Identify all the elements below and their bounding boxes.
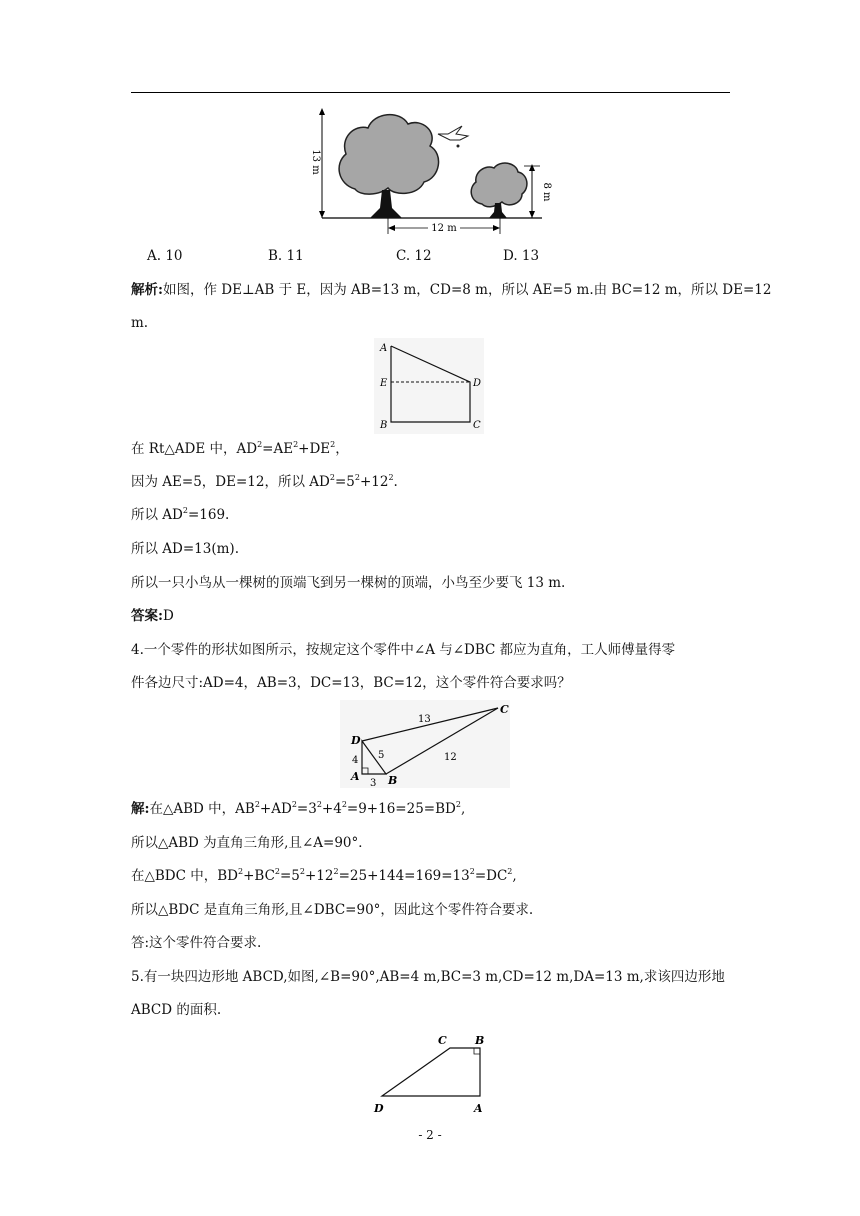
label-C: C xyxy=(438,1034,447,1047)
analysis-label: 解析: xyxy=(131,282,163,298)
label-B: B xyxy=(388,774,398,787)
label-A: A xyxy=(474,1102,483,1115)
label-C: C xyxy=(473,420,481,431)
question-4-line-2: 件各边尺寸:AD=4，AB=3，DC=13，BC=12，这个零件符合要求吗？ xyxy=(131,675,571,691)
side-ad: 4 xyxy=(352,755,359,766)
trees-figure xyxy=(310,104,550,236)
big-tree-icon xyxy=(339,115,438,194)
page-number: - 2 - xyxy=(418,1128,442,1142)
calc-line-4: 所以 AD=13(m). xyxy=(131,541,239,557)
question-4-line-1: 4.一个零件的形状如图所示，按规定这个零件中∠A 与∠DBC 都应为直角，工人师傅量得零 xyxy=(131,642,676,658)
side-dc: 13 xyxy=(418,714,431,725)
right-height-label: 8 m xyxy=(541,182,552,202)
calc-line-5: 所以一只小鸟从一棵树的顶端飞到另一棵树的顶端，小鸟至少要飞 13 m. xyxy=(131,575,566,591)
option-b: B. 11 xyxy=(268,248,304,264)
part-figure xyxy=(340,700,510,788)
side-bc: 12 xyxy=(444,752,457,763)
analysis-line-1: 解析:如图，作 DE⊥AB 于 E，因为 AB=13 m，CD=8 m，所以 AE=5 m.由 BC=12 m，所以 DE=12 xyxy=(131,282,772,298)
solution-line-1: 解:在△ABD 中，$AB^2+AD^2=3^2+4^2=9+16=25=BD^2$, xyxy=(131,800,466,817)
trapezoid-figure xyxy=(374,338,484,434)
label-D: D xyxy=(473,378,482,389)
header-rule xyxy=(131,92,730,93)
analysis-line-2: m. xyxy=(131,315,149,331)
question-5-line-2: ABCD 的面积. xyxy=(131,1002,222,1018)
label-A: A xyxy=(380,343,388,354)
solution-line-3: 在△BDC 中，$BD^2+BC^2=5^2+12^2=25+144=169=13^2=DC^2$, xyxy=(131,867,517,884)
label-B: B xyxy=(475,1034,485,1047)
answer-line: 答案:D xyxy=(131,608,174,624)
calc-line-1: 在 Rt△ADE 中，$AD^2=AE^2+DE^2$， xyxy=(131,440,349,457)
option-d: D. 13 xyxy=(503,248,540,264)
option-c: C. 12 xyxy=(396,248,432,264)
option-a: A. 10 xyxy=(147,248,183,264)
calc-line-3: 所以 $AD^2=169$. xyxy=(131,506,230,523)
label-C: C xyxy=(500,703,509,716)
label-E: E xyxy=(380,378,388,389)
solution-line-4: 所以△BDC 是直角三角形,且∠DBC=90°，因此这个零件符合要求. xyxy=(131,902,534,918)
gap-label: 12 m xyxy=(431,223,457,234)
label-D: D xyxy=(374,1102,384,1115)
label-B: B xyxy=(380,420,388,431)
solution-line-2: 所以△ABD 为直角三角形,且∠A=90°． xyxy=(131,835,372,851)
left-height-label: 13 m xyxy=(310,149,321,175)
side-ab: 3 xyxy=(370,778,377,789)
label-A: A xyxy=(351,770,360,783)
solution-line-5: 答:这个零件符合要求. xyxy=(131,935,262,951)
calc-line-2: 因为 AE=5，DE=12，所以 $AD^2=5^2+12^2$. xyxy=(131,473,398,490)
question-5-line-1: 5.有一块四边形地 ABCD,如图,∠B=90°,AB=4 m,BC=3 m,CD=12 m,DA=13 m,求该四边形地 xyxy=(131,969,725,985)
side-db: 5 xyxy=(378,750,385,761)
bird-icon xyxy=(438,126,468,140)
small-tree-icon xyxy=(471,163,527,207)
label-D: D xyxy=(351,734,361,747)
quadrilateral-figure xyxy=(368,1028,492,1118)
